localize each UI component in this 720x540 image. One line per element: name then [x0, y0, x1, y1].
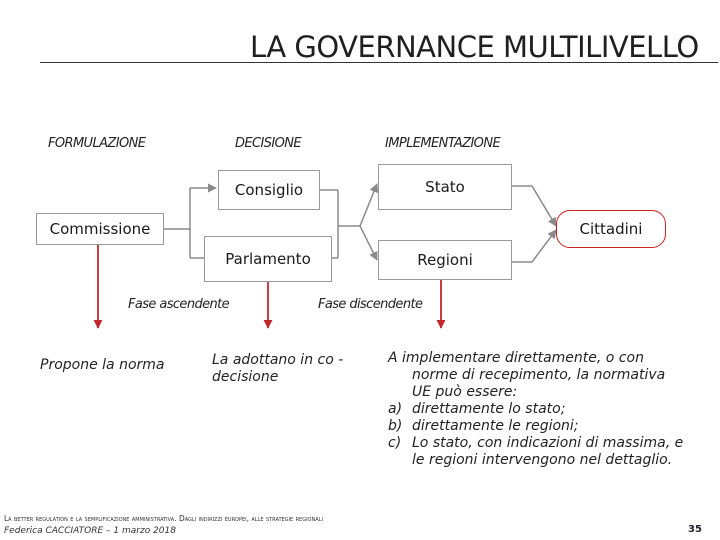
list-item [388, 418, 688, 435]
list-item-text: direttamente lo stato; [412, 401, 566, 417]
note-implementation-intro: A implementare direttamente, o con norme di recepimento, la normativa UE può essere: [388, 350, 666, 400]
node-parliament-label: Parlamento [225, 250, 311, 268]
list-item [388, 401, 688, 418]
node-parliament [204, 236, 332, 282]
list-item-text: Lo stato, con indicazioni di massima, e le regioni intervengono nel dettaglio. [412, 435, 684, 468]
node-citizens-label: Cittadini [579, 220, 643, 238]
stage-formulation-label: FORMULAZIONE [48, 136, 146, 151]
list-item-text: direttamente le regioni; [412, 418, 579, 434]
stage-decision-label: DECISIONE [235, 136, 301, 151]
note-propose: Propone la norma [40, 357, 165, 373]
list-item-marker: b) [388, 418, 403, 434]
footer-title: La better regulation e la semplificazione amministrativa. Dagli indirizzi europei, alle strategie regionali [4, 514, 323, 523]
arrow-to-regions [360, 226, 377, 260]
node-council [218, 170, 320, 210]
stage-implementation-label: IMPLEMENTAZIONE [385, 136, 501, 151]
list-item [388, 435, 688, 469]
slide-number: 35 [688, 524, 702, 535]
note-implementation [388, 350, 688, 469]
phase-ascending-label: Fase ascendente [128, 297, 230, 312]
arrow-state-to-citizens [532, 186, 556, 226]
node-state [378, 164, 512, 210]
node-citizens [556, 210, 666, 248]
node-regions [378, 240, 512, 280]
list-item-marker: c) [388, 435, 402, 451]
arrow-to-state [360, 184, 377, 226]
node-state-label: Stato [425, 178, 465, 196]
implementation-options-list [388, 401, 688, 469]
slide-title: LA GOVERNANCE MULTILIVELLO [250, 30, 699, 64]
phase-descending-label: Fase discendente [318, 297, 423, 312]
note-adopt: La adottano in co -decisione [212, 352, 344, 385]
node-commission-label: Commissione [49, 220, 151, 238]
arrow-regions-to-citizens [532, 230, 556, 262]
node-commission [36, 213, 164, 245]
node-regions-label: Regioni [417, 251, 473, 269]
footer-author: Federica CACCIATORE – 1 marzo 2018 [4, 526, 176, 536]
list-item-marker: a) [388, 401, 403, 417]
node-council-label: Consiglio [234, 181, 304, 199]
